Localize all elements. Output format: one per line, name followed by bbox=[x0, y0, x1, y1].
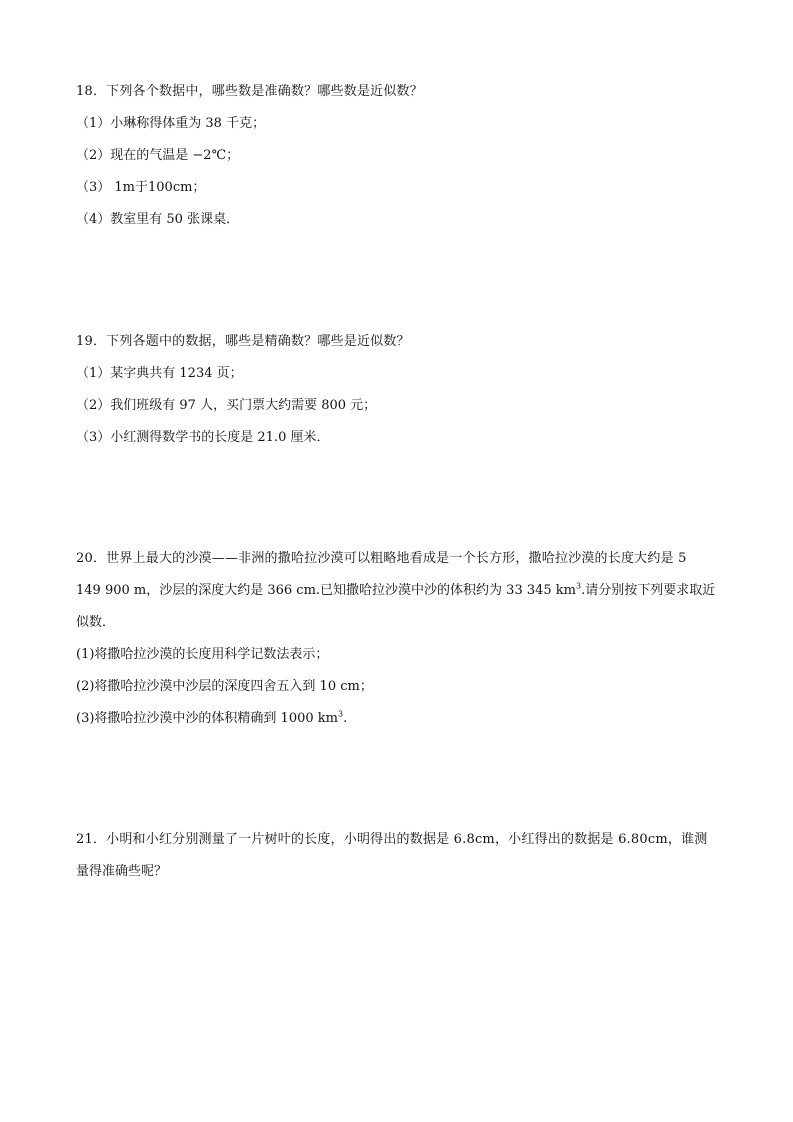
q20-item-1: (1)将撒哈拉沙漠的长度用科学记数法表示； bbox=[76, 647, 329, 662]
q18-item-4: （4）教室里有 50 张课桌． bbox=[76, 212, 240, 227]
q18-item-1: （1）小琳称得体重为 38 千克； bbox=[76, 116, 266, 131]
q20-item3-text-a: (3)将撒哈拉沙漠中沙的体积精确到 1000 km bbox=[76, 711, 338, 726]
q21-stem-line-1: 21．小明和小红分别测量了一片树叶的长度，小明得出的数据是 6.8cm，小红得出的数据是 6.80cm，谁测 bbox=[76, 832, 708, 847]
q18-stem: 18．下列各个数据中，哪些数是准确数？哪些数是近似数？ bbox=[76, 84, 423, 99]
q19-item-2: （2）我们班级有 97 人，买门票大约需要 800 元； bbox=[76, 398, 377, 413]
q20-item3-text-b: . bbox=[343, 711, 348, 726]
q20-stem-line-3: 似数． bbox=[76, 615, 116, 630]
q21-stem-line-2: 量得准确些呢？ bbox=[76, 864, 168, 879]
q20-item-2: (2)将撒哈拉沙漠中沙层的深度四舍五入到 10 cm； bbox=[76, 679, 373, 694]
q20-line2-text-a: 149 900 m，沙层的深度大约是 366 cm.已知撒哈拉沙漠中沙的体积约为 33 345 km bbox=[76, 583, 576, 598]
q20-item3-superscript: 3 bbox=[337, 709, 344, 719]
q20-stem-line-1: 20．世界上最大的沙漠——非洲的撒哈拉沙漠可以粗略地看成是一个长方形，撒哈拉沙漠的长度大约是 5 bbox=[76, 551, 687, 566]
q18-item-2: （2）现在的气温是 −2℃； bbox=[76, 148, 240, 163]
q20-stem-line-2 bbox=[76, 582, 717, 600]
q19-stem: 19．下列各题中的数据，哪些是精确数？哪些是近似数？ bbox=[76, 334, 410, 349]
q18-item-3: （3） 1m于100cm； bbox=[76, 180, 206, 195]
q20-item-3 bbox=[76, 710, 717, 728]
q19-item-1: （1）某字典共有 1234 页； bbox=[76, 366, 243, 381]
q20-line2-text-b: .请分别按下列要求取近 bbox=[581, 583, 716, 598]
q19-item-3: （3）小红测得数学书的长度是 21.0 厘米． bbox=[76, 430, 330, 445]
q20-line2-superscript: 3 bbox=[576, 581, 582, 591]
